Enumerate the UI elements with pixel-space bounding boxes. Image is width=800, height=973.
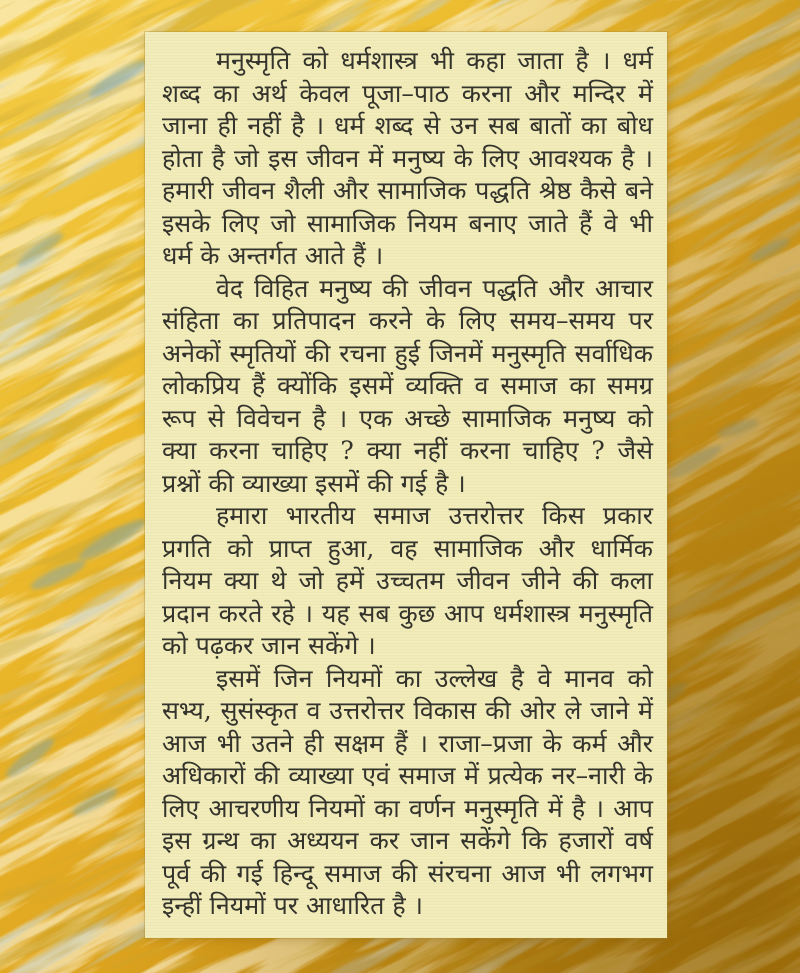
paragraph-veda-smriti: वेद विहित मनुष्य की जीवन पद्धति और आचार संहिता का प्रतिपादन करने के लिए समय–समय पर अनेकों स्मृतियों की रचना हुई जिनमें मनुस्मृति सर्वाधिक लोकप्रिय हैं क्योंकि इसमें व्यक्ति व समाज का समग्र रूप से विवेचन है । एक अच्छे सामाजिक मनुष्य को क्या करना चाहिए ? क्या नहीं करना चाहिए ? जैसे प्रश्नों की व्याख्या इसमें की गई है । [162, 273, 653, 498]
paragraph-manusmriti-dharma: मनुस्मृति को धर्मशास्त्र भी कहा जाता है । धर्म शब्द का अर्थ केवल पूजा–पाठ करना और मन्दिर में जाना ही नहीं है । धर्म शब्द से उन सब बातों का बोध होता है जो इस जीवन में मनुष्य के लिए आवश्यक है । हमारी जीवन शैली और सामाजिक पद्धति श्रेष्ठ कैसे बने इसके लिए जो सामाजिक नियम बनाए जाते हैं वे भी धर्म के अन्तर्गत आते हैं । [162, 46, 653, 270]
paragraph-bharatiya-samaj: हमारा भारतीय समाज उत्तरोत्तर किस प्रकार प्रगति को प्राप्त हुआ, वह सामाजिक और धार्मिक नियम क्या थे जो हमें उच्चतम जीवन जीने की कला प्रदान करते रहे । यह सब कुछ आप धर्मशास्त्र मनुस्मृति को पढ़कर जान सकेंगे । [162, 501, 653, 660]
paragraph-niyam-ullekh: इसमें जिन नियमों का उल्लेख है वे मानव को सभ्य, सुसंस्कृत व उत्तरोत्तर विकास की ओर ले जाने में आज भी उतने ही सक्षम हैं । राजा–प्रजा के कर्म और अधिकारों की व्याख्या एवं समाज में प्रत्येक नर–नारी के लिए आचरणीय नियमों का वर्णन मनुस्मृति में है । आप इस ग्रन्थ का अध्ययन कर जान सकेंगे कि हजारों वर्ष पूर्व की गई हिन्दू समाज की संरचना आज भी लगभग इन्हीं नियमों पर आधारित है । [162, 663, 653, 920]
text-panel [145, 32, 667, 938]
